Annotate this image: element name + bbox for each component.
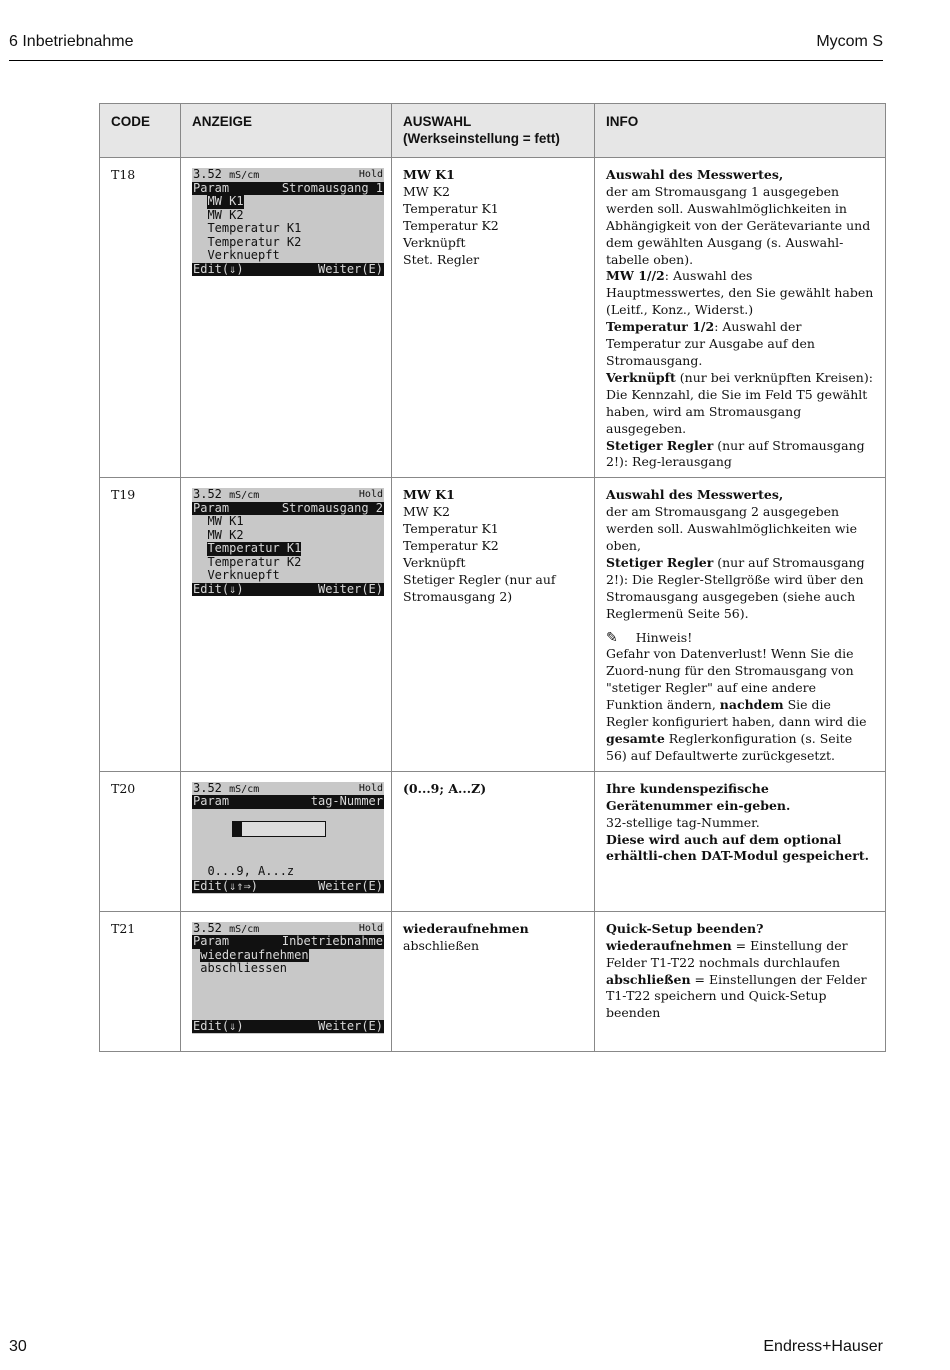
lcd-display: 3.52 mS/cm Hold Param Stromausgang 1 MW K1 MW K2 Temperatur K1 Temperatur K2 Verknuepft Edit(⇓) Weiter(E) (193, 168, 383, 276)
auswahl-cell: MW K1 MW K2 Temperatur K1 Temperatur K2 Verknüpft Stet. Regler (392, 158, 595, 478)
header-anzeige: ANZEIGE (181, 104, 392, 158)
info-cell: Quick-Setup beenden? wiederaufnehmen = Einstellung der Felder T1-T22 nochmals durchlaufen abschließen = Einstellungen der Felder T1-T22 speichern und Quick-Setup beenden (595, 911, 886, 1051)
table-row (100, 158, 886, 478)
pencil-icon: ✎ (606, 629, 618, 646)
parameter-table (99, 103, 886, 1052)
header-auswahl: AUSWAHL (Werkseinstellung = fett) (392, 104, 595, 158)
table-row (100, 478, 886, 772)
code-cell: T21 (100, 911, 181, 1051)
brand-logo: Endress+Hauser (763, 1338, 883, 1355)
code-cell: T18 (100, 158, 181, 478)
table-row (100, 771, 886, 911)
auswahl-cell: MW K1 MW K2 Temperatur K1 Temperatur K2 Verknüpft Stetiger Regler (nur auf Stromausgang 2) (392, 478, 595, 772)
display-cell (181, 771, 392, 911)
info-cell: Ihre kundenspezifische Gerätenummer ein-geben. 32-stellige tag-Nummer. Diese wird auch auf dem optional erhältli-chen DAT-Modul gespeichert. (595, 771, 886, 911)
display-cell (181, 478, 392, 772)
code-cell: T19 (100, 478, 181, 772)
tag-number-input[interactable] (232, 821, 326, 837)
text-cursor (233, 822, 242, 836)
page-header (9, 30, 883, 61)
auswahl-cell: wiederaufnehmen abschließen (392, 911, 595, 1051)
lcd-display: 3.52 mS/cm Hold Param Inbetriebnahme wiederaufnehmen abschliessen Edit(⇓) Weiter(E) (193, 921, 383, 1033)
page-number: 30 (9, 1338, 27, 1355)
table-header-row (100, 104, 886, 158)
display-cell (181, 911, 392, 1051)
header-code: CODE (100, 104, 181, 158)
lcd-display: 3.52 mS/cm Hold Param tag-Nummer 0...9, A...z Edit(⇓⇑⇒) Weiter(E) (193, 781, 383, 893)
note: ✎ Hinweis! (606, 629, 693, 646)
info-cell: Auswahl des Messwertes, der am Stromausgang 2 ausgegeben werden soll. Auswahlmöglichkeiten wie oben, Stetiger Regler (nur auf Stromausgang 2!): Die Regler-Stellgröße wird über den Stromausgang ausgegeben (siehe auch Reglermenü Seite 56). ✎ Hinweis! Gefahr von Datenverlust! Wenn Sie die Zuord-nung für den Stromausgang von "stetiger Regler" auf eine andere Funktion ändern, nachdem Sie die Regler konfiguriert haben, dann wird die gesamte Reglerkonfiguration (s. Seite 56) auf Defaultwerte zurückgesetzt. (595, 478, 886, 772)
table-row (100, 911, 886, 1051)
auswahl-cell: (0...9; A...Z) (392, 771, 595, 911)
info-cell: Auswahl des Messwertes, der am Stromausgang 1 ausgegeben werden soll. Auswahlmöglichkeiten in Abhängigkeit von der Gerätevariante und dem gewählten Ausgang (s. Auswahl- tabelle oben). MW 1//2: Auswahl des Hauptmesswertes, den Sie gewählt haben (Leitf., Konz., Widerst.) Temperatur 1/2: Auswahl der Temperatur zur Ausgabe auf den Stromausgang. Verknüpft (nur bei verknüpften Kreisen): Die Kennzahl, die Sie im Feld T5 gewählt haben, wird am Stromausgang ausgegeben. Stetiger Regler (nur auf Stromausgang 2!): Reg-lerausgang (595, 158, 886, 478)
product-name: Mycom S (816, 33, 883, 50)
display-cell (181, 158, 392, 478)
lcd-display: 3.52 mS/cm Hold Param Stromausgang 2 MW K1 MW K2 Temperatur K1 Temperatur K2 Verknuepft Edit(⇓) Weiter(E) (193, 488, 383, 596)
chapter-title: 6 Inbetriebnahme (9, 33, 134, 50)
header-info: INFO (595, 104, 886, 158)
code-cell: T20 (100, 771, 181, 911)
